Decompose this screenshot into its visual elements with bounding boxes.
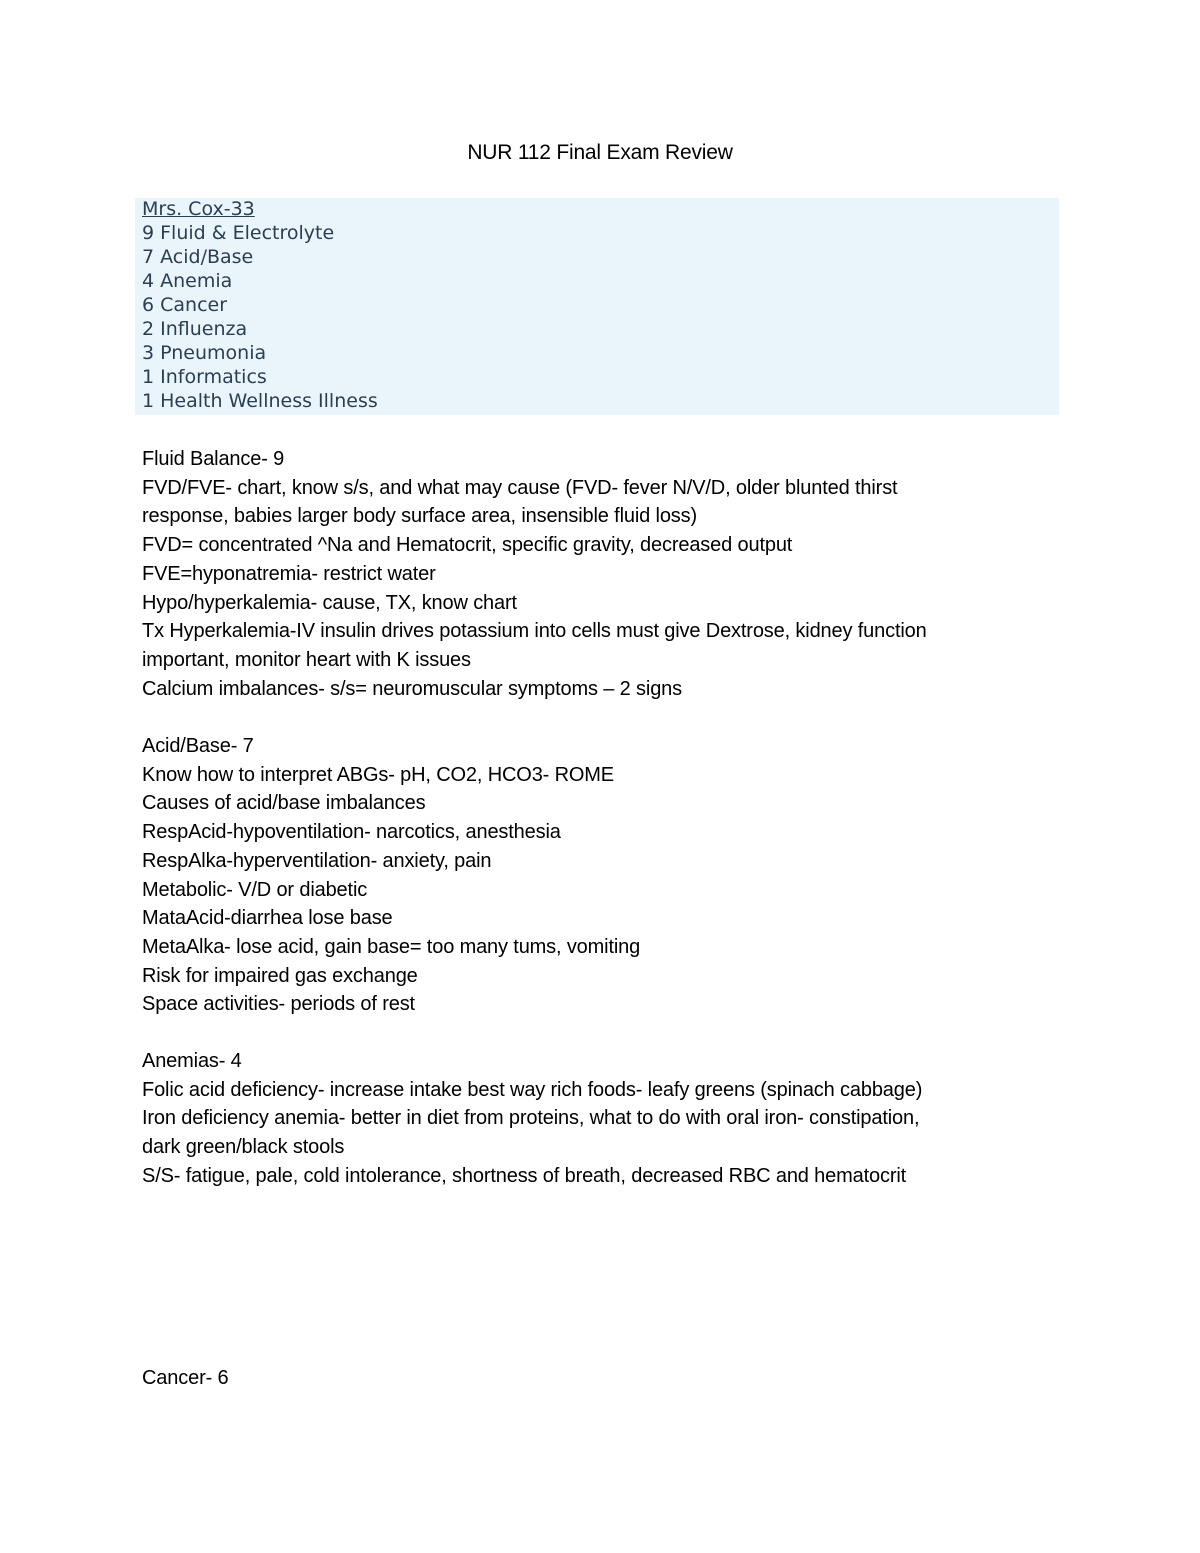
section-line: Folic acid deficiency- increase intake best way rich foods- leafy greens (spinach cabbage) [142,1078,923,1101]
summary-heading: Mrs. Cox-33 [142,198,255,220]
section-fluid-balance [142,445,1042,703]
section-line: response, babies larger body surface area, insensible fluid loss) [142,505,698,528]
section-line: RespAcid-hypoventilation- narcotics, anesthesia [142,821,561,844]
section-anemias [142,1047,1042,1191]
section-heading: Fluid Balance- 9 [142,448,285,470]
section-line: important, monitor heart with K issues [142,648,471,671]
summary-item: 3 Pneumonia [142,342,267,364]
section-line: Causes of acid/base imbalances [142,792,426,815]
summary-item: 1 Health Wellness Illness [142,390,378,412]
section-line: dark green/black stools [142,1136,345,1159]
summary-item: 4 Anemia [142,270,233,292]
section-line: FVD/FVE- chart, know s/s, and what may cause (FVD- fever N/V/D, older blunted thirst [142,476,898,499]
section-heading: Cancer- 6 [142,1367,229,1389]
summary-item: 1 Informatics [142,366,267,388]
section-line: FVD= concentrated ^Na and Hematocrit, specific gravity, decreased output [142,534,793,557]
section-acid-base [142,732,1042,1019]
section-line: S/S- fatigue, pale, cold intolerance, shortness of breath, decreased RBC and hematocrit [142,1164,907,1187]
section-line: MetaAlka- lose acid, gain base= too many tums, vomiting [142,935,641,958]
section-line: MataAcid-diarrhea lose base [142,907,393,930]
summary-item: 9 Fluid & Electrolyte [142,222,335,244]
section-line: Space activities- periods of rest [142,993,415,1016]
section-line: Calcium imbalances- s/s= neuromuscular symptoms – 2 signs [142,677,682,700]
summary-item: 7 Acid/Base [142,246,254,268]
section-line: Know how to interpret ABGs- pH, CO2, HCO3- ROME [142,763,614,786]
summary-item: 6 Cancer [142,294,228,316]
section-line: Iron deficiency anemia- better in diet from proteins, what to do with oral iron- constipation, [142,1107,920,1130]
section-line: Risk for impaired gas exchange [142,964,418,987]
document-title: NUR 112 Final Exam Review [467,141,733,164]
summary-list [142,197,378,413]
summary-item: 2 Influenza [142,318,248,340]
section-line: Tx Hyperkalemia-IV insulin drives potassium into cells must give Dextrose, kidney function [142,620,927,643]
section-line: RespAlka-hyperventilation- anxiety, pain [142,849,492,872]
section-line: Metabolic- V/D or diabetic [142,878,368,901]
section-line: FVE=hyponatremia- restrict water [142,562,436,585]
section-line: Hypo/hyperkalemia- cause, TX, know chart [142,591,517,614]
section-cancer [142,1364,1042,1393]
section-heading: Anemias- 4 [142,1050,242,1072]
section-heading: Acid/Base- 7 [142,735,254,757]
